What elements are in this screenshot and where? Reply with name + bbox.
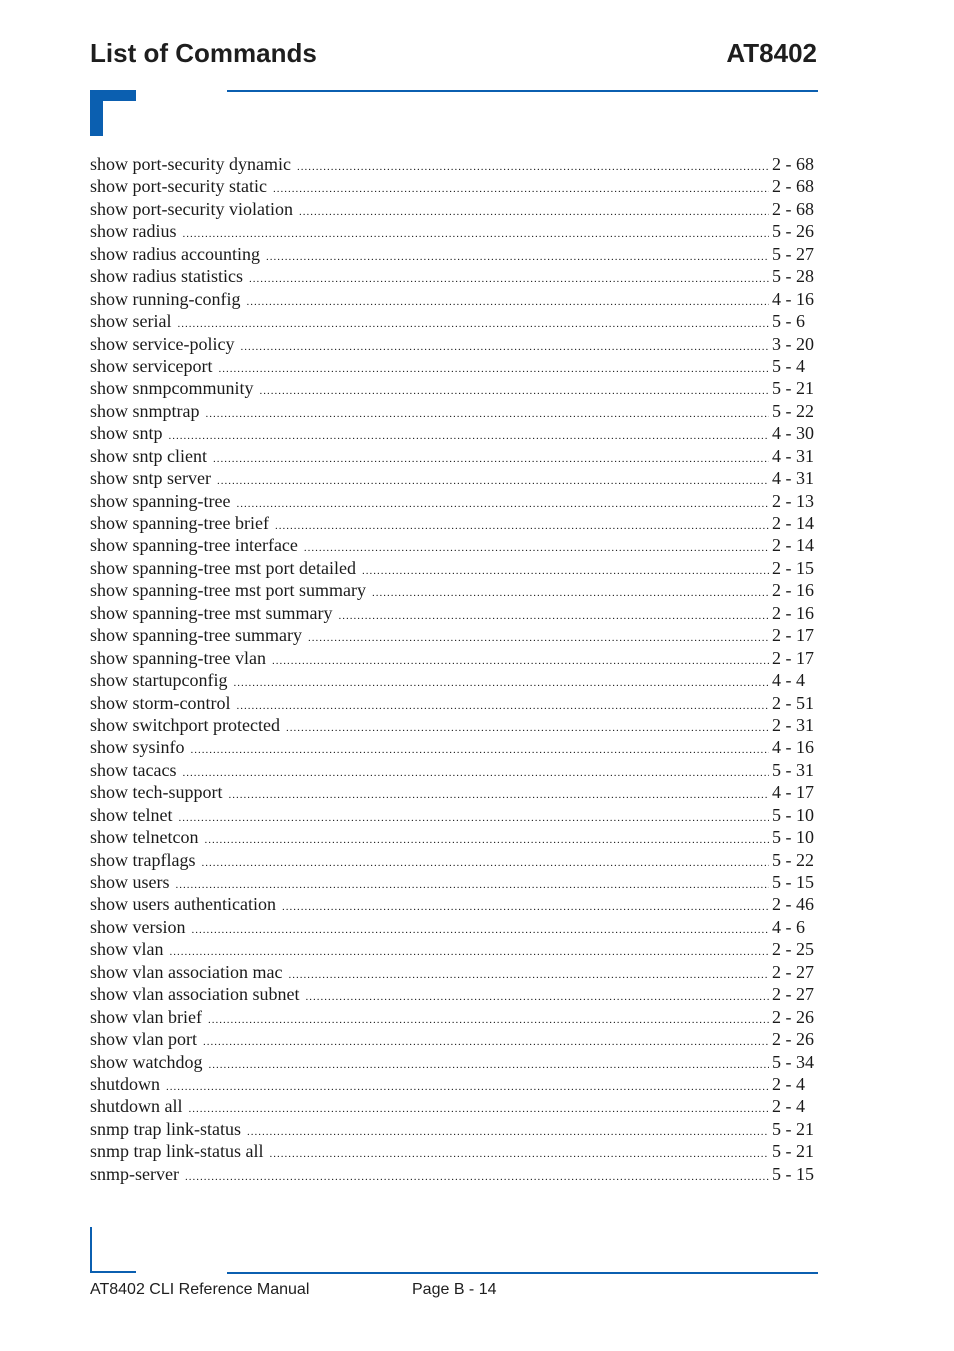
index-entry (90, 804, 818, 826)
product-name: AT8402 (726, 38, 817, 68)
command-name: show vlan port (90, 1029, 197, 1050)
command-name: show spanning-tree mst port detailed (90, 557, 356, 578)
command-name: show vlan association mac (90, 961, 283, 982)
page-reference: 2 - 68 (772, 198, 814, 219)
index-entry (90, 826, 818, 848)
index-entry (90, 310, 818, 332)
page-reference: 2 - 17 (772, 647, 814, 668)
dot-leader (240, 342, 769, 353)
index-entry (90, 1028, 818, 1050)
dot-leader (269, 1149, 769, 1160)
page-reference: 4 - 4 (772, 670, 805, 691)
dot-leader (177, 319, 769, 330)
index-entry (90, 400, 818, 422)
index-entry (90, 265, 818, 287)
dot-leader (260, 386, 769, 397)
dot-leader (218, 364, 769, 375)
command-name: show snmptrap (90, 400, 200, 421)
command-name: snmp-server (90, 1163, 179, 1184)
dot-leader (192, 925, 770, 936)
dot-leader (204, 835, 769, 846)
command-name: show sntp server (90, 468, 211, 489)
page-reference: 2 - 46 (772, 894, 814, 915)
index-entry (90, 175, 818, 197)
dot-leader (189, 1104, 770, 1115)
index-entry (90, 1140, 818, 1162)
page-number: Page B - 14 (412, 1281, 497, 1298)
section-title: List of Commands (90, 38, 317, 68)
index-entry (90, 781, 818, 803)
command-name: show service-policy (90, 333, 235, 354)
command-name: show switchport protected (90, 714, 280, 735)
page-reference: 4 - 31 (772, 468, 814, 489)
page-reference: 5 - 21 (772, 1141, 814, 1162)
dot-leader (275, 521, 769, 532)
command-name: snmp trap link-status (90, 1118, 241, 1139)
page-reference: 2 - 4 (772, 1096, 805, 1117)
index-entry (90, 355, 818, 377)
command-name: show port-security dynamic (90, 154, 291, 174)
dot-leader (166, 1082, 769, 1093)
index-entry (90, 288, 818, 310)
page-reference: 2 - 26 (772, 1006, 814, 1027)
page-reference: 2 - 27 (772, 984, 814, 1005)
dot-leader (249, 274, 769, 285)
page-reference: 5 - 21 (772, 1118, 814, 1139)
page-reference: 4 - 17 (772, 782, 814, 803)
command-name: show watchdog (90, 1051, 203, 1072)
page-reference: 2 - 68 (772, 176, 814, 197)
dot-leader (338, 611, 769, 622)
dot-leader (176, 880, 770, 891)
command-name: shutdown (90, 1073, 161, 1094)
page-reference: 5 - 4 (772, 355, 805, 376)
manual-title: AT8402 CLI Reference Manual (90, 1281, 310, 1298)
page-reference: 4 - 30 (772, 423, 814, 444)
index-entry (90, 624, 818, 646)
command-name: show radius accounting (90, 243, 260, 264)
command-name: show storm-control (90, 692, 231, 713)
dot-leader (203, 1037, 769, 1048)
page-reference: 5 - 22 (772, 400, 814, 421)
index-entry (90, 602, 818, 624)
command-name: show trapflags (90, 849, 196, 870)
dot-leader (372, 588, 769, 599)
index-entry (90, 377, 818, 399)
command-name: show tacacs (90, 759, 177, 780)
index-entry (90, 736, 818, 758)
index-entry (90, 669, 818, 691)
index-entry (90, 759, 818, 781)
index-entry (90, 534, 818, 556)
index-entry (90, 579, 818, 601)
page-reference: 2 - 13 (772, 490, 814, 511)
index-entry (90, 1051, 818, 1073)
dot-leader (228, 790, 769, 801)
footer-rule (227, 1272, 818, 1274)
dot-leader (288, 970, 769, 981)
command-name: show spanning-tree mst port summary (90, 580, 366, 601)
dot-leader (179, 813, 770, 824)
dot-leader (362, 566, 769, 577)
page-reference: 5 - 15 (772, 872, 814, 892)
index-entry (90, 692, 818, 714)
page-reference: 3 - 20 (772, 333, 814, 354)
dot-leader (208, 1015, 769, 1026)
command-name: snmp trap link-status all (90, 1141, 264, 1162)
dot-leader (169, 431, 769, 442)
dot-leader (236, 499, 769, 510)
page-reference: 4 - 31 (772, 445, 814, 466)
index-entry (90, 1163, 818, 1185)
page-reference: 2 - 26 (772, 1029, 814, 1050)
page-reference: 5 - 6 (772, 311, 805, 332)
page-reference: 4 - 6 (772, 916, 805, 937)
page-reference: 2 - 31 (772, 714, 814, 735)
command-name: show port-security static (90, 176, 267, 197)
index-entry (90, 893, 818, 915)
dot-leader (297, 162, 769, 173)
dot-leader (304, 543, 769, 554)
index-entry (90, 445, 818, 467)
index-entry (90, 490, 818, 512)
index-entry (90, 714, 818, 736)
dot-leader (217, 476, 769, 487)
command-name: show telnetcon (90, 827, 199, 848)
command-name: show spanning-tree brief (90, 513, 269, 533)
command-name: show serial (90, 311, 172, 332)
command-name: show spanning-tree (90, 490, 231, 511)
page-reference: 5 - 34 (772, 1051, 814, 1072)
dot-leader (308, 633, 769, 644)
dot-leader (272, 656, 769, 667)
page-reference: 2 - 15 (772, 557, 814, 578)
dot-leader (201, 858, 769, 869)
index-entry (90, 938, 818, 960)
command-name: show telnet (90, 804, 173, 825)
index-entry (90, 512, 818, 534)
page-reference: 2 - 4 (772, 1073, 805, 1094)
dot-leader (305, 992, 769, 1003)
header-rule (227, 90, 818, 92)
page-reference: 2 - 17 (772, 625, 814, 646)
command-name: show startupconfig (90, 670, 228, 691)
command-name: show spanning-tree summary (90, 625, 302, 646)
page-reference: 5 - 10 (772, 827, 814, 848)
dot-leader (185, 1172, 769, 1183)
command-name: show version (90, 916, 186, 937)
dot-leader (266, 252, 769, 263)
dot-leader (183, 229, 770, 240)
command-name: shutdown all (90, 1096, 183, 1117)
command-name: show sntp (90, 423, 163, 444)
page-reference: 2 - 27 (772, 961, 814, 982)
command-name: show sysinfo (90, 737, 185, 758)
dot-leader (299, 207, 769, 218)
index-entry (90, 333, 818, 355)
dot-leader (282, 902, 769, 913)
dot-leader (273, 184, 769, 195)
page-reference: 2 - 14 (772, 513, 814, 533)
page-reference: 4 - 16 (772, 288, 814, 309)
command-name: show running-config (90, 288, 241, 309)
page-reference: 5 - 10 (772, 804, 814, 825)
index-entry (90, 220, 818, 242)
page-reference: 5 - 15 (772, 1163, 814, 1184)
index-entry (90, 961, 818, 983)
index-entry (90, 849, 818, 871)
command-name: show spanning-tree vlan (90, 647, 266, 668)
index-entry (90, 198, 818, 220)
footer-bracket-icon (90, 1227, 136, 1273)
page-reference: 5 - 28 (772, 266, 814, 287)
index-entry (90, 916, 818, 938)
command-name: show sntp client (90, 445, 207, 466)
dot-leader (170, 947, 770, 958)
page-reference: 2 - 14 (772, 535, 814, 556)
dot-leader (236, 701, 769, 712)
command-name: show vlan (90, 939, 164, 960)
dot-leader (247, 1127, 769, 1138)
dot-leader (233, 678, 769, 689)
dot-leader (208, 1060, 769, 1071)
page-reference: 5 - 22 (772, 849, 814, 870)
page-reference: 5 - 21 (772, 378, 814, 399)
dot-leader (191, 745, 769, 756)
dot-leader (206, 409, 770, 420)
page-reference: 5 - 27 (772, 243, 814, 264)
page-reference: 5 - 26 (772, 221, 814, 242)
page-reference: 2 - 51 (772, 692, 814, 713)
page-reference: 2 - 25 (772, 939, 814, 960)
command-name: show snmpcommunity (90, 378, 254, 399)
command-name: show spanning-tree interface (90, 535, 298, 556)
index-entry (90, 871, 818, 893)
index-entry (90, 1095, 818, 1117)
index-entry (90, 153, 818, 175)
command-index-list (90, 153, 818, 1185)
command-name: show serviceport (90, 355, 213, 376)
index-entry (90, 647, 818, 669)
command-name: show port-security violation (90, 198, 293, 219)
dot-leader (182, 768, 769, 779)
index-entry (90, 1118, 818, 1140)
corner-bracket-icon (90, 90, 136, 136)
command-name: show tech-support (90, 782, 223, 803)
dot-leader (286, 723, 769, 734)
command-name: show spanning-tree mst summary (90, 602, 333, 623)
dot-leader (246, 297, 769, 308)
index-entry (90, 467, 818, 489)
command-name: show radius (90, 221, 177, 242)
command-name: show radius statistics (90, 266, 243, 287)
page-reference: 4 - 16 (772, 737, 814, 758)
page-reference: 2 - 68 (772, 154, 814, 174)
command-name: show vlan association subnet (90, 984, 300, 1005)
page-reference: 5 - 31 (772, 759, 814, 780)
index-entry (90, 1073, 818, 1095)
dot-leader (213, 454, 769, 465)
index-entry (90, 422, 818, 444)
page-reference: 2 - 16 (772, 580, 814, 601)
command-name: show users authentication (90, 894, 276, 915)
command-name: show users (90, 872, 170, 892)
index-entry (90, 557, 818, 579)
index-entry (90, 1006, 818, 1028)
index-entry (90, 983, 818, 1005)
page-reference: 2 - 16 (772, 602, 814, 623)
command-name: show vlan brief (90, 1006, 202, 1027)
index-entry (90, 243, 818, 265)
